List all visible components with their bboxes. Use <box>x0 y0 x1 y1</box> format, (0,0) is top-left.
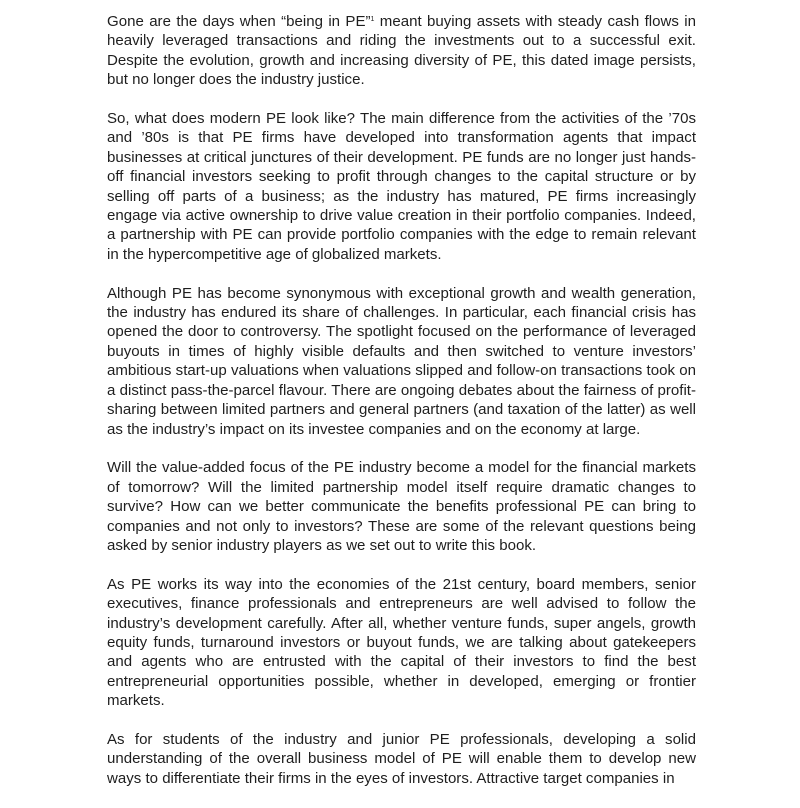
paragraph-2: So, what does modern PE look like? The main difference from the activities of the ’70s and ’80s is that PE firms have developed into transformation agents that impact businesses at critical junctures of their development. PE funds are no longer just hands-off financial investors seeking to profit through changes to the capital structure or by selling off parts of a business; as the industry has matured, PE firms increasingly engage via active ownership to drive value creation in their portfolio companies. Indeed, a partnership with PE can provide portfolio companies with the edge to remain relevant in the hypercompetitive age of globalized markets. <box>107 110 696 263</box>
paragraph-1 <box>107 12 696 90</box>
paragraph-6: As for students of the industry and junior PE professionals, developing a solid understanding of the overall business model of PE will enable them to develop new ways to differentiate their firms in the eyes of investors. Attractive target companies in <box>107 730 696 787</box>
footnote-reference: 1 <box>370 16 375 24</box>
paragraph-4: Will the value-added focus of the PE industry become a model for the financial markets of tomorrow? Will the limited partnership model itself require dramatic changes to survive? How can we better communicate the benefits professional PE can bring to companies and not only to investors? These are some of the relevant questions being asked by senior industry players as we set out to write this book. <box>107 459 696 554</box>
paragraph-1-text-end: meant buying assets with steady cash flows in heavily leveraged transactions and riding the investments out to a successful exit. Despite the evolution, growth and increasing diversity of PE, this dated image persists, but no longer does the industry justice. <box>107 13 696 89</box>
document-page <box>107 12 696 808</box>
paragraph-1-text-start: Gone are the days when “being in PE” <box>107 13 371 30</box>
paragraph-3: Although PE has become synonymous with exceptional growth and wealth generation, the industry has endured its share of challenges. In particular, each financial crisis has opened the door to controversy. The spotlight focused on the performance of leveraged buyouts in times of highly visible defaults and then switched to venture investors’ ambitious start-up valuations when valuations slipped and follow-on transactions took on a distinct pass-the-parcel flavour. There are ongoing debates about the fairness of profit-sharing between limited partners and general partners (and taxation of the latter) as well as the industry’s impact on its investee companies and on the economy at large. <box>107 284 696 438</box>
paragraph-5: As PE works its way into the economies of the 21st century, board members, senior executives, finance professionals and entrepreneurs are well advised to follow the industry’s development carefully. After all, whether venture funds, super angels, growth equity funds, turnaround investors or buyout funds, we are talking about gatekeepers and agents who are entrusted with the capital of their investors to find the best entrepreneurial opportunities possible, whether in developed, emerging or frontier markets. <box>107 575 696 710</box>
